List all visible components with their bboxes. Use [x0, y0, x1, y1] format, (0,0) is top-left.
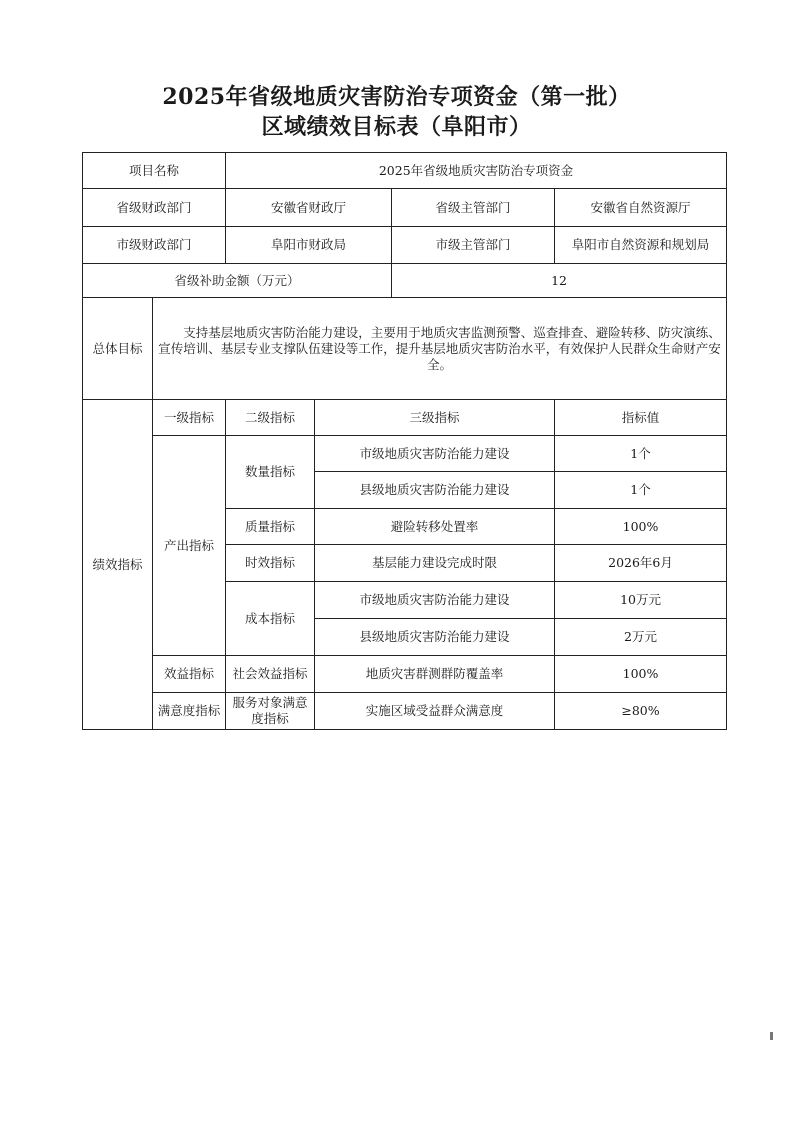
- prov-finance-label: 省级财政部门: [83, 189, 226, 227]
- social-name: 地质灾害群测群防覆盖率: [315, 656, 555, 693]
- table-row: [83, 153, 727, 189]
- city-finance-label: 市级财政部门: [83, 227, 226, 264]
- scan-artifact: [770, 1032, 773, 1040]
- cost-value-1: 10万元: [555, 582, 727, 619]
- satisfaction-label: 满意度指标: [153, 693, 226, 730]
- cost-label: 成本指标: [226, 582, 315, 656]
- quantity-label: 数量指标: [226, 436, 315, 509]
- quantity-value-2: 1个: [555, 472, 727, 509]
- quantity-value-1: 1个: [555, 436, 727, 472]
- cost-name-2: 县级地质灾害防治能力建设: [315, 619, 555, 656]
- title-line-1: 2025年省级地质灾害防治专项资金（第一批）: [162, 84, 631, 110]
- quantity-name-2: 县级地质灾害防治能力建设: [315, 472, 555, 509]
- project-name-label: 项目名称: [83, 153, 226, 189]
- cost-name-1: 市级地质灾害防治能力建设: [315, 582, 555, 619]
- service-label: 服务对象满意度指标: [226, 693, 315, 730]
- table-row: [83, 656, 727, 693]
- project-name-value: 2025年省级地质灾害防治专项资金: [226, 153, 727, 189]
- table-row: [83, 436, 727, 472]
- prov-dept-label: 省级主管部门: [392, 189, 555, 227]
- time-value: 2026年6月: [555, 545, 727, 582]
- prov-dept-value: 安徽省自然资源厅: [555, 189, 727, 227]
- quality-label: 质量指标: [226, 509, 315, 545]
- satisfaction-name: 实施区域受益群众满意度: [315, 693, 555, 730]
- performance-table: [82, 152, 727, 730]
- social-value: 100%: [555, 656, 727, 693]
- satisfaction-value: ≥80%: [555, 693, 727, 730]
- header-level1: 一级指标: [153, 400, 226, 436]
- city-dept-value: 阜阳市自然资源和规划局: [555, 227, 727, 264]
- table-row: [83, 693, 727, 730]
- benefit-label: 效益指标: [153, 656, 226, 693]
- perf-label: 绩效指标: [83, 400, 153, 730]
- city-finance-value: 阜阳市财政局: [226, 227, 392, 264]
- city-dept-label: 市级主管部门: [392, 227, 555, 264]
- goal-label: 总体目标: [83, 298, 153, 400]
- header-value: 指标值: [555, 400, 727, 436]
- prov-finance-value: 安徽省财政厅: [226, 189, 392, 227]
- table-row: [83, 189, 727, 227]
- subsidy-value: 12: [392, 264, 727, 298]
- time-name: 基层能力建设完成时限: [315, 545, 555, 582]
- table-row: [83, 400, 727, 436]
- goal-text: 支持基层地质灾害防治能力建设，主要用于地质灾害监测预警、巡查排查、避险转移、防灾演练、宣传培训、基层专业支撑队伍建设等工作，提升基层地质灾害防治水平，有效保护人民群众生命财产安全。: [153, 298, 727, 400]
- time-label: 时效指标: [226, 545, 315, 582]
- quantity-name-1: 市级地质灾害防治能力建设: [315, 436, 555, 472]
- output-label: 产出指标: [153, 436, 226, 656]
- social-label: 社会效益指标: [226, 656, 315, 693]
- header-level2: 二级指标: [226, 400, 315, 436]
- table-row: [83, 227, 727, 264]
- quality-name: 避险转移处置率: [315, 509, 555, 545]
- title-line-2: 区域绩效目标表（阜阳市）: [261, 114, 532, 140]
- quality-value: 100%: [555, 509, 727, 545]
- table-row: [83, 264, 727, 298]
- document-title: [0, 82, 793, 142]
- cost-value-2: 2万元: [555, 619, 727, 656]
- subsidy-label: 省级补助金额（万元）: [83, 264, 392, 298]
- header-level3: 三级指标: [315, 400, 555, 436]
- table-row: [83, 298, 727, 400]
